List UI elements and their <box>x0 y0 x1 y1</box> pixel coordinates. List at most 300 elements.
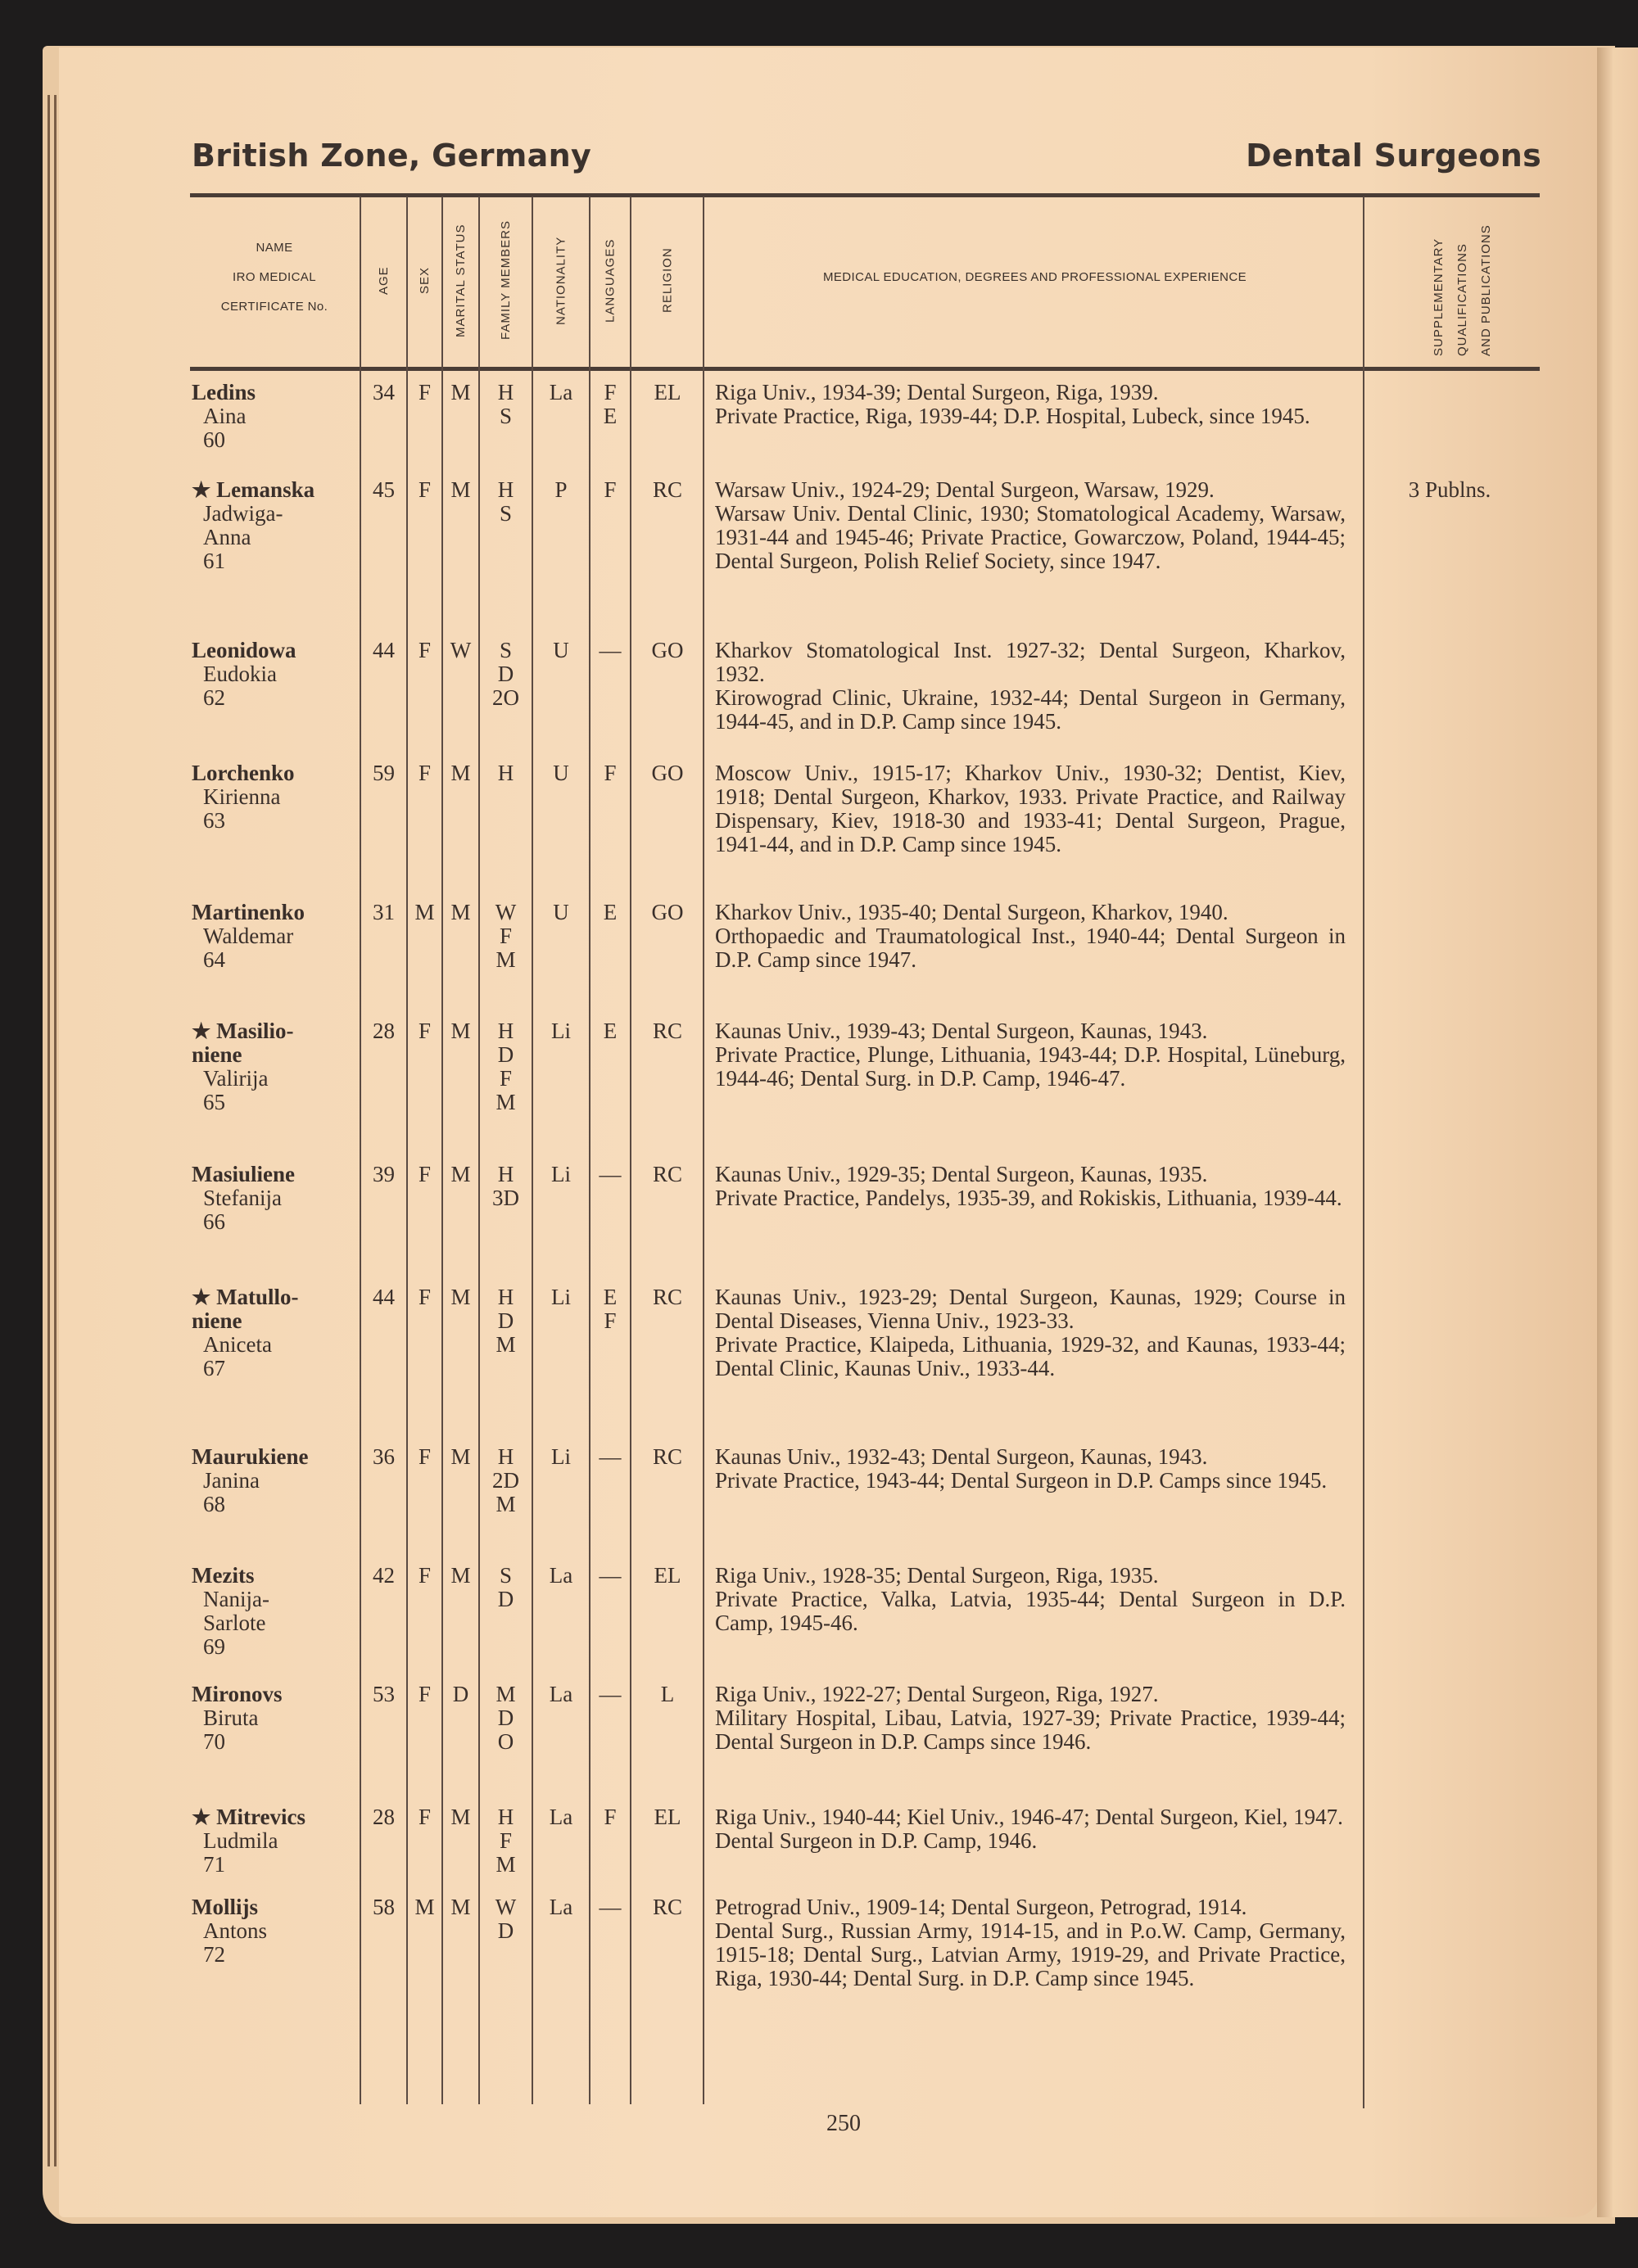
given-name: Valirija <box>203 1066 269 1091</box>
given-name: Biruta <box>203 1706 259 1730</box>
family-members-cell-value: H <box>497 1162 514 1186</box>
header-supplementary-line: QUALIFICATIONS <box>1455 243 1469 356</box>
sex-cell-value: F <box>418 761 432 785</box>
experience-cell <box>715 901 1346 972</box>
age-cell-value: 31 <box>373 900 395 924</box>
header-supplementary-line: SUPPLEMENTARY <box>1431 237 1446 356</box>
experience-cell <box>715 478 1346 573</box>
nationality-cell <box>532 1445 590 1469</box>
name-cell <box>192 381 360 452</box>
sex-cell <box>407 1683 442 1706</box>
religion-cell <box>631 1163 704 1186</box>
certificate-number: 70 <box>203 1729 225 1754</box>
languages-cell-value: — <box>599 1444 622 1469</box>
age-cell-value: 45 <box>373 477 395 502</box>
experience-cell <box>715 761 1346 856</box>
languages-cell-value: — <box>599 1563 622 1588</box>
age-cell-value: 44 <box>373 638 395 662</box>
languages-cell <box>590 1895 631 1919</box>
nationality-cell <box>532 1564 590 1588</box>
age-cell-value: 53 <box>373 1682 395 1706</box>
family-members-cell-value: H <box>497 380 514 404</box>
family-members-cell <box>479 1445 532 1516</box>
column-divider <box>1363 197 1364 2108</box>
religion-cell-value: GO <box>651 761 684 785</box>
surname <box>192 1895 360 1919</box>
nationality-cell <box>532 639 590 662</box>
religion-cell-value: RC <box>652 1019 683 1043</box>
family-members-cell <box>479 478 532 526</box>
nationality-cell-value: La <box>549 1563 573 1588</box>
nationality-cell-value: La <box>549 1805 573 1829</box>
experience-paragraph: Kharkov Stomatological Inst. 1927-32; Dental Surgeon, Kharkov, 1932. <box>715 638 1346 686</box>
sex-cell <box>407 761 442 785</box>
nationality-cell-value: Li <box>551 1285 571 1309</box>
family-members-cell-value: D <box>497 1308 514 1333</box>
languages-cell-value: — <box>599 638 622 662</box>
nationality-cell-value: P <box>554 477 568 502</box>
languages-cell <box>590 639 631 662</box>
experience-paragraph: Riga Univ., 1940-44; Kiel Univ., 1946-47; Dental Surgeon, Kiel, 1947. <box>715 1805 1343 1829</box>
family-members-cell-value: W <box>495 1895 517 1919</box>
sex-cell <box>407 1285 442 1309</box>
marital-status-cell <box>442 1683 479 1706</box>
header-bottom-rule <box>190 367 1540 371</box>
family-members-cell <box>479 1163 532 1210</box>
header-supplementary-line: AND PUBLICATIONS <box>1478 224 1493 356</box>
certificate-number: 72 <box>203 1942 225 1967</box>
nationality-cell <box>532 1163 590 1186</box>
marital-status-cell-value: M <box>450 1895 471 1919</box>
family-members-cell-value: H <box>497 761 514 785</box>
certificate-number: 63 <box>203 808 225 833</box>
marital-status-cell <box>442 1895 479 1919</box>
experience-paragraph: Kaunas Univ., 1932-43; Dental Surgeon, Kaunas, 1943. <box>715 1444 1208 1469</box>
certificate-number: 65 <box>203 1090 225 1114</box>
marital-status-cell <box>442 761 479 785</box>
sex-cell-value: F <box>418 380 432 404</box>
religion-cell <box>631 1564 704 1588</box>
marital-status-cell-value: M <box>450 761 471 785</box>
surname-text: Masiuliene <box>192 1162 295 1186</box>
sex-cell-value: F <box>418 1682 432 1706</box>
marital-status-cell-value: M <box>450 477 471 502</box>
languages-cell-value: F <box>604 477 617 502</box>
age-cell-value: 39 <box>373 1162 395 1186</box>
age-cell <box>360 1445 407 1469</box>
name-cell <box>192 1163 360 1234</box>
languages-cell-value: — <box>599 1682 622 1706</box>
nationality-cell <box>532 901 590 924</box>
certificate-number: 62 <box>203 685 225 710</box>
experience-paragraph: Private Practice, Valka, Latvia, 1935-44; Dental Surgeon in D.P. Camp, 1945-46. <box>715 1587 1346 1635</box>
given-name: Antons <box>203 1918 268 1943</box>
age-cell <box>360 1285 407 1309</box>
age-cell <box>360 639 407 662</box>
languages-cell <box>590 381 631 428</box>
family-members-cell-value: D <box>497 662 514 686</box>
religion-cell <box>631 1683 704 1706</box>
family-members-cell-value: D <box>497 1918 514 1943</box>
sex-cell-value: F <box>418 1285 432 1309</box>
supplementary-cell: 3 Publns. <box>1408 477 1491 502</box>
religion-cell-value: RC <box>652 477 683 502</box>
surname-text: Mitrevics <box>216 1805 306 1829</box>
experience-cell <box>715 639 1346 734</box>
age-cell-value: 42 <box>373 1563 395 1588</box>
family-members-cell-value: M <box>495 1682 516 1706</box>
experience-cell <box>715 1019 1346 1091</box>
star-icon: ★ <box>192 1285 211 1309</box>
name-cell <box>192 901 360 972</box>
header-languages: LANGUAGES <box>603 238 618 323</box>
experience-paragraph: Riga Univ., 1928-35; Dental Surgeon, Riga, 1935. <box>715 1563 1159 1588</box>
languages-cell-value: F <box>604 380 617 404</box>
certificate-number: 66 <box>203 1209 225 1234</box>
marital-status-cell <box>442 381 479 404</box>
family-members-cell-value: S <box>499 501 513 526</box>
age-cell-value: 36 <box>373 1444 395 1469</box>
marital-status-cell <box>442 1805 479 1829</box>
surname <box>192 1805 360 1829</box>
family-members-cell <box>479 1285 532 1357</box>
languages-cell-value: E <box>603 900 618 924</box>
name-cell <box>192 1445 360 1516</box>
marital-status-cell-value: M <box>450 1805 471 1829</box>
age-cell-value: 44 <box>373 1285 395 1309</box>
page-edge <box>48 95 50 2166</box>
sex-cell <box>407 1163 442 1186</box>
surname <box>192 478 360 502</box>
nationality-cell-value: Li <box>551 1162 571 1186</box>
family-members-cell-value: 3D <box>492 1186 519 1210</box>
age-cell <box>360 381 407 404</box>
sex-cell-value: M <box>414 900 435 924</box>
surname <box>192 1043 360 1067</box>
family-members-cell-value: H <box>497 1805 514 1829</box>
surname <box>192 1564 360 1588</box>
certificate-number: 64 <box>203 947 225 972</box>
page <box>59 47 1599 2217</box>
family-members-cell-value: H <box>497 1444 514 1469</box>
languages-cell <box>590 761 631 785</box>
nationality-cell-value: La <box>549 380 573 404</box>
marital-status-cell-value: M <box>450 1444 471 1469</box>
experience-paragraph: Orthopaedic and Traumatological Inst., 1940-44; Dental Surgeon in D.P. Camp since 1947. <box>715 924 1346 972</box>
nationality-cell <box>532 1683 590 1706</box>
sex-cell <box>407 1564 442 1588</box>
marital-status-cell-value: W <box>450 638 472 662</box>
marital-status-cell <box>442 1445 479 1469</box>
page-edge <box>54 95 57 2166</box>
name-cell <box>192 1895 360 1967</box>
given-name: Janina <box>203 1468 260 1493</box>
surname-text: Mezits <box>192 1563 255 1588</box>
nationality-cell-value: La <box>549 1682 573 1706</box>
religion-cell-value: RC <box>652 1895 683 1919</box>
given-name: Aina <box>203 404 247 428</box>
surname-text: Martinenko <box>192 900 305 924</box>
age-cell <box>360 761 407 785</box>
religion-cell-value: EL <box>654 1805 681 1829</box>
surname-text: niene <box>192 1042 242 1067</box>
experience-paragraph: Private Practice, 1943-44; Dental Surgeon in D.P. Camps since 1945. <box>715 1468 1328 1493</box>
surname <box>192 1019 360 1043</box>
nationality-cell <box>532 1019 590 1043</box>
family-members-cell-value: S <box>499 1563 513 1588</box>
religion-cell-value: RC <box>652 1444 683 1469</box>
experience-cell <box>715 1805 1346 1853</box>
given-name: Ludmila <box>203 1828 278 1853</box>
religion-cell-value: L <box>660 1682 675 1706</box>
experience-cell <box>715 1895 1346 1990</box>
marital-status-cell <box>442 901 479 924</box>
certificate-number: 61 <box>203 549 225 573</box>
family-members-cell <box>479 1805 532 1877</box>
age-cell-value: 59 <box>373 761 395 785</box>
family-members-cell-value: 2D <box>492 1468 519 1493</box>
languages-cell <box>590 1683 631 1706</box>
languages-cell <box>590 1805 631 1829</box>
surname-text: Leonidowa <box>192 638 296 662</box>
religion-cell <box>631 1445 704 1469</box>
given-name: Jadwiga- <box>203 501 283 526</box>
experience-paragraph: Riga Univ., 1934-39; Dental Surgeon, Riga, 1939. <box>715 380 1159 404</box>
family-members-cell <box>479 761 532 785</box>
surname-text: Lemanska <box>216 477 315 502</box>
sex-cell <box>407 639 442 662</box>
religion-cell-value: RC <box>652 1162 683 1186</box>
header-description: MEDICAL EDUCATION, DEGREES AND PROFESSIONAL EXPERIENCE <box>823 270 1247 284</box>
age-cell-value: 28 <box>373 1019 395 1043</box>
star-icon: ★ <box>192 1019 211 1043</box>
family-members-cell-value: 2O <box>492 685 519 710</box>
family-members-cell-value: M <box>495 1492 516 1516</box>
languages-cell-value: F <box>604 1308 617 1333</box>
header-top-rule <box>190 193 1540 197</box>
header-name-line: IRO MEDICAL <box>233 270 316 284</box>
sex-cell <box>407 1805 442 1829</box>
marital-status-cell <box>442 639 479 662</box>
religion-cell <box>631 901 704 924</box>
surname-text: Ledins <box>192 380 256 404</box>
family-members-cell-value: S <box>499 404 513 428</box>
experience-cell <box>715 1285 1346 1380</box>
header-name-line: CERTIFICATE No. <box>220 300 328 314</box>
languages-cell-value: E <box>603 404 618 428</box>
name-cell <box>192 639 360 710</box>
age-cell <box>360 1683 407 1706</box>
nationality-cell-value: Li <box>551 1444 571 1469</box>
marital-status-cell-value: M <box>450 1563 471 1588</box>
marital-status-cell <box>442 1564 479 1588</box>
surname-text: Lorchenko <box>192 761 295 785</box>
experience-paragraph: Private Practice, Plunge, Lithuania, 1943-44; D.P. Hospital, Lüneburg, 1944-46; Dental Surg. in D.P. Camp, 1946-47. <box>715 1042 1346 1091</box>
nationality-cell-value: La <box>549 1895 573 1919</box>
nationality-cell-value: U <box>553 638 569 662</box>
religion-cell-value: GO <box>651 638 684 662</box>
experience-paragraph: Dental Surg., Russian Army, 1914-15, and in P.o.W. Camp, Germany, 1915-18; Dental Surg., Latvian Army, 1919-29, and Private Practice, Riga, 1930-44; Dental Surg. in D.P. Camp since 1945. <box>715 1918 1346 1990</box>
languages-cell-value: F <box>604 761 617 785</box>
marital-status-cell <box>442 478 479 502</box>
family-members-cell-value: D <box>497 1042 514 1067</box>
experience-paragraph: Military Hospital, Libau, Latvia, 1927-39; Private Practice, 1939-44; Dental Surgeon in D.P. Camps since 1946. <box>715 1706 1346 1754</box>
sex-cell <box>407 901 442 924</box>
certificate-number: 60 <box>203 427 225 452</box>
marital-status-cell <box>442 1163 479 1186</box>
experience-paragraph: Riga Univ., 1922-27; Dental Surgeon, Riga, 1927. <box>715 1682 1159 1706</box>
header-sex: SEX <box>418 267 432 295</box>
surname-text: Masilio- <box>216 1019 294 1043</box>
family-members-cell-value: D <box>497 1706 514 1730</box>
surname <box>192 761 360 785</box>
experience-cell <box>715 381 1346 428</box>
page-number: 250 <box>826 2111 861 2136</box>
sex-cell <box>407 478 442 502</box>
sex-cell <box>407 381 442 404</box>
family-members-cell-value: H <box>497 1019 514 1043</box>
age-cell-value: 28 <box>373 1805 395 1829</box>
family-members-cell-value: H <box>497 477 514 502</box>
age-cell <box>360 1805 407 1829</box>
header-family-members: FAMILY MEMBERS <box>499 220 513 341</box>
sex-cell-value: F <box>418 1563 432 1588</box>
marital-status-cell-value: M <box>450 1019 471 1043</box>
family-members-cell-value: S <box>499 638 513 662</box>
nationality-cell <box>532 478 590 502</box>
sex-cell-value: F <box>418 1805 432 1829</box>
surname <box>192 1309 360 1333</box>
religion-cell <box>631 1019 704 1043</box>
name-cell <box>192 761 360 833</box>
languages-cell-value: E <box>603 1285 618 1309</box>
name-cell <box>192 1564 360 1659</box>
header-religion: RELIGION <box>660 247 675 314</box>
given-name: Stefanija <box>203 1186 282 1210</box>
name-cell <box>192 478 360 573</box>
certificate-number: 68 <box>203 1492 225 1516</box>
given-name: Aniceta <box>203 1332 272 1357</box>
certificate-number: 69 <box>203 1634 225 1659</box>
sex-cell <box>407 1895 442 1919</box>
age-cell-value: 58 <box>373 1895 395 1919</box>
religion-cell-value: EL <box>654 1563 681 1588</box>
header-name-line: NAME <box>256 241 293 255</box>
experience-paragraph: Kharkov Univ., 1935-40; Dental Surgeon, Kharkov, 1940. <box>715 900 1228 924</box>
family-members-cell-value: F <box>499 1066 513 1091</box>
nationality-cell-value: U <box>553 900 569 924</box>
surname-text: Matullo- <box>216 1285 299 1309</box>
religion-cell-value: GO <box>651 900 684 924</box>
family-members-cell-value: D <box>497 1587 514 1611</box>
marital-status-cell <box>442 1019 479 1043</box>
family-members-cell <box>479 639 532 710</box>
experience-paragraph: Moscow Univ., 1915-17; Kharkov Univ., 1930-32; Dentist, Kiev, 1918; Dental Surgeon, Kharkov, 1933. Private Practice, and Railway Dispensary, Kiev, 1918-30 and 1933-41; Dental Surgeon, Prague, 1941-44, and in D.P. Camp since 1945. <box>715 761 1346 856</box>
given-name: Anna <box>203 525 251 549</box>
marital-status-cell-value: M <box>450 380 471 404</box>
religion-cell-value: EL <box>654 380 681 404</box>
surname <box>192 381 360 404</box>
family-members-cell-value: M <box>495 1852 516 1877</box>
surname-text: niene <box>192 1308 242 1333</box>
experience-paragraph: Kirowograd Clinic, Ukraine, 1932-44; Dental Surgeon in Germany, 1944-45, and in D.P. Camp since 1945. <box>715 685 1346 734</box>
family-members-cell-value: O <box>497 1729 514 1754</box>
languages-cell <box>590 1445 631 1469</box>
languages-cell-value: — <box>599 1895 622 1919</box>
given-name: Nanija- <box>203 1587 269 1611</box>
family-members-cell-value: F <box>499 924 513 948</box>
family-members-cell-value: H <box>497 1285 514 1309</box>
religion-cell <box>631 761 704 785</box>
experience-cell <box>715 1564 1346 1635</box>
marital-status-cell-value: M <box>450 1162 471 1186</box>
religion-cell <box>631 381 704 404</box>
family-members-cell-value: M <box>495 1090 516 1114</box>
header-name <box>188 233 360 322</box>
surname <box>192 1683 360 1706</box>
languages-cell <box>590 1285 631 1333</box>
languages-cell-value: F <box>604 1805 617 1829</box>
name-cell <box>192 1019 360 1114</box>
nationality-cell <box>532 761 590 785</box>
name-cell <box>192 1805 360 1877</box>
nationality-cell <box>532 1805 590 1829</box>
experience-paragraph: Kaunas Univ., 1923-29; Dental Surgeon, Kaunas, 1929; Course in Dental Diseases, Vienna Univ., 1923-33. <box>715 1285 1346 1333</box>
sex-cell-value: F <box>418 1019 432 1043</box>
languages-cell <box>590 1564 631 1588</box>
header-supplementary <box>1417 209 1507 356</box>
header-marital-status: MARITAL STATUS <box>454 224 468 337</box>
languages-cell-value: — <box>599 1162 622 1186</box>
certificate-number: 67 <box>203 1356 225 1380</box>
star-icon: ★ <box>192 1805 211 1829</box>
family-members-cell <box>479 1564 532 1611</box>
experience-paragraph: Private Practice, Klaipeda, Lithuania, 1929-32, and Kaunas, 1933-44; Dental Clinic, Kaunas Univ., 1933-44. <box>715 1332 1346 1380</box>
languages-cell <box>590 478 631 502</box>
experience-paragraph: Dental Surgeon in D.P. Camp, 1946. <box>715 1828 1038 1853</box>
age-cell-value: 34 <box>373 380 395 404</box>
experience-cell <box>715 1445 1346 1493</box>
running-head-left: British Zone, Germany <box>192 138 592 174</box>
marital-status-cell-value: D <box>452 1682 469 1706</box>
experience-paragraph: Warsaw Univ., 1924-29; Dental Surgeon, Warsaw, 1929. <box>715 477 1215 502</box>
age-cell <box>360 1163 407 1186</box>
nationality-cell <box>532 1285 590 1309</box>
family-members-cell-value: M <box>495 947 516 972</box>
sex-cell-value: F <box>418 1444 432 1469</box>
nationality-cell <box>532 381 590 404</box>
family-members-cell <box>479 1895 532 1943</box>
age-cell <box>360 1019 407 1043</box>
languages-cell <box>590 1019 631 1043</box>
marital-status-cell-value: M <box>450 900 471 924</box>
header-nationality: NATIONALITY <box>554 236 568 325</box>
surname-text: Mollijs <box>192 1895 258 1919</box>
sex-cell-value: F <box>418 638 432 662</box>
religion-cell <box>631 1805 704 1829</box>
given-name: Waldemar <box>203 924 294 948</box>
experience-paragraph: Private Practice, Riga, 1939-44; D.P. Hospital, Lubeck, since 1945. <box>715 404 1310 428</box>
family-members-cell <box>479 1019 532 1114</box>
certificate-number: 71 <box>203 1852 225 1877</box>
marital-status-cell <box>442 1285 479 1309</box>
header-age: AGE <box>377 266 391 295</box>
family-members-cell-value: F <box>499 1828 513 1853</box>
sex-cell-value: M <box>414 1895 435 1919</box>
marital-status-cell-value: M <box>450 1285 471 1309</box>
nationality-cell-value: Li <box>551 1019 571 1043</box>
family-members-cell <box>479 1683 532 1754</box>
